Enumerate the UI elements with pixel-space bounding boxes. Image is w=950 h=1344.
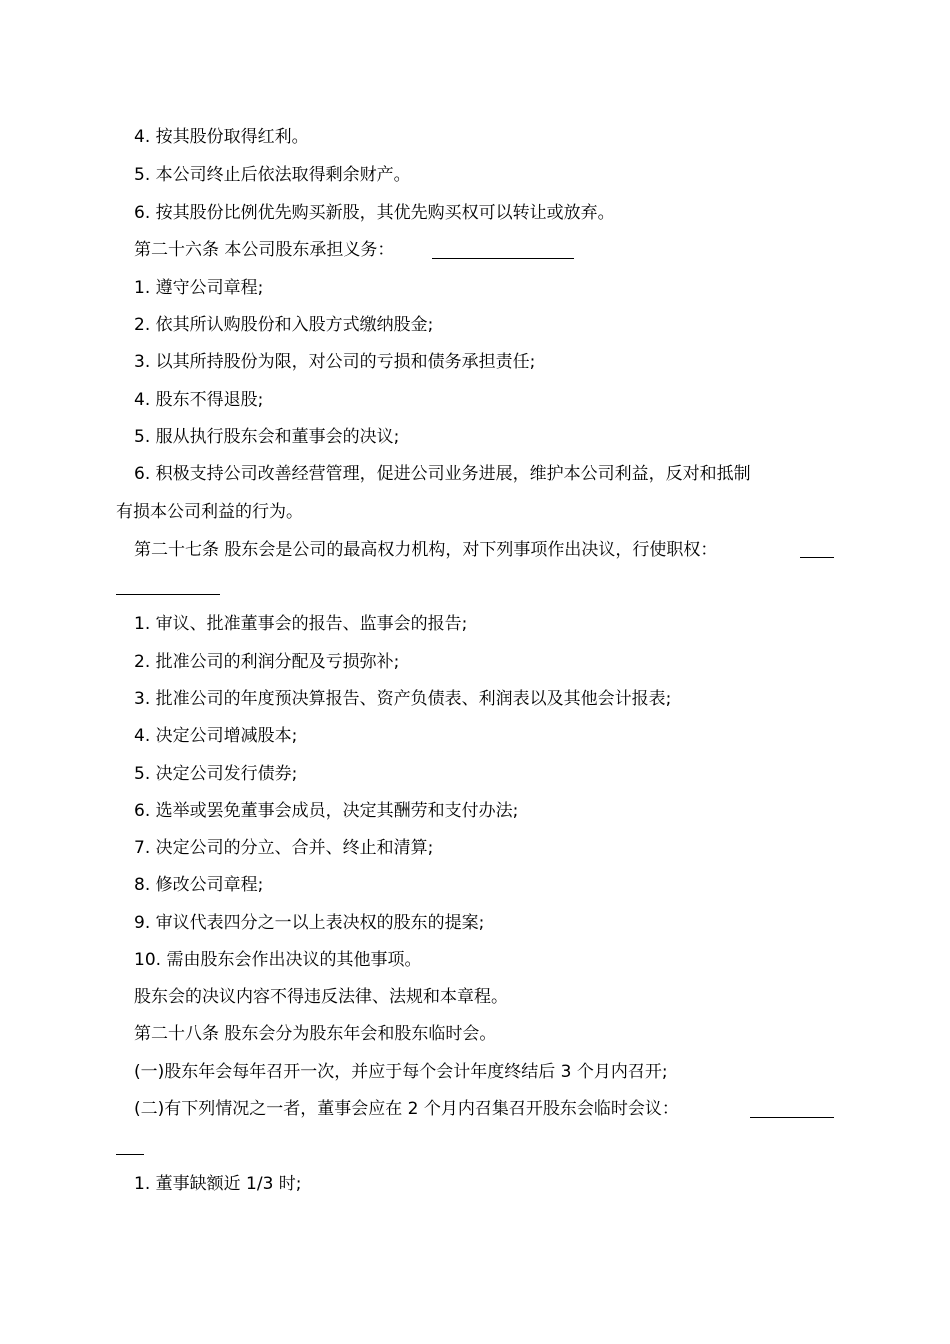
- article-28-heading: 第二十八条 股东会分为股东年会和股东临时会。: [134, 1024, 497, 1044]
- blank-underline: [750, 1117, 834, 1118]
- blank-underline: [116, 1154, 144, 1155]
- text-line: 5. 决定公司发行债券;: [134, 764, 298, 784]
- text-line: 5. 本公司终止后依法取得剩余财产。: [134, 165, 411, 185]
- blank-underline: [800, 557, 834, 558]
- text-line: 8. 修改公司章程;: [134, 875, 264, 895]
- text-line: 6. 按其股份比例优先购买新股，其优先购买权可以转让或放弃。: [134, 203, 615, 223]
- text-line: 3. 以其所持股份为限，对公司的亏损和债务承担责任;: [134, 352, 536, 372]
- text-line: 10. 需由股东会作出决议的其他事项。: [134, 950, 422, 970]
- text-line: 7. 决定公司的分立、合并、终止和清算;: [134, 838, 434, 858]
- text-line: 4. 股东不得退股;: [134, 390, 264, 410]
- text-line: 4. 决定公司增减股本;: [134, 726, 298, 746]
- text-line: 4. 按其股份取得红利。: [134, 127, 309, 147]
- article-27-heading: 第二十七条 股东会是公司的最高权力机构，对下列事项作出决议，行使职权：: [134, 540, 718, 560]
- text-line: 1. 遵守公司章程;: [134, 278, 264, 298]
- blank-underline: [116, 594, 220, 595]
- text-line: (一)股东年会每年召开一次，并应于每个会计年度终结后 3 个月内召开;: [134, 1062, 668, 1082]
- text-line: 5. 服从执行股东会和董事会的决议;: [134, 427, 400, 447]
- text-line: 2. 批准公司的利润分配及亏损弥补;: [134, 652, 400, 672]
- article-26-heading: 第二十六条 本公司股东承担义务：: [134, 240, 395, 260]
- text-line: 6. 积极支持公司改善经营管理，促进公司业务进展，维护本公司利益，反对和抵制: [134, 464, 751, 484]
- text-line: 3. 批准公司的年度预决算报告、资产负债表、利润表以及其他会计报表;: [134, 689, 672, 709]
- text-line: 1. 审议、批准董事会的报告、监事会的报告;: [134, 614, 468, 634]
- text-line: 股东会的决议内容不得违反法律、法规和本章程。: [134, 987, 508, 1007]
- text-line: 有损本公司利益的行为。: [116, 502, 303, 522]
- text-line: 9. 审议代表四分之一以上表决权的股东的提案;: [134, 913, 485, 933]
- text-line: 1. 董事缺额近 1/3 时;: [134, 1174, 302, 1194]
- blank-underline: [432, 258, 574, 259]
- text-line: (二)有下列情况之一者，董事会应在 2 个月内召集召开股东会临时会议：: [134, 1099, 679, 1119]
- text-line: 6. 选举或罢免董事会成员，决定其酬劳和支付办法;: [134, 801, 519, 821]
- text-line: 2. 依其所认购股份和入股方式缴纳股金;: [134, 315, 434, 335]
